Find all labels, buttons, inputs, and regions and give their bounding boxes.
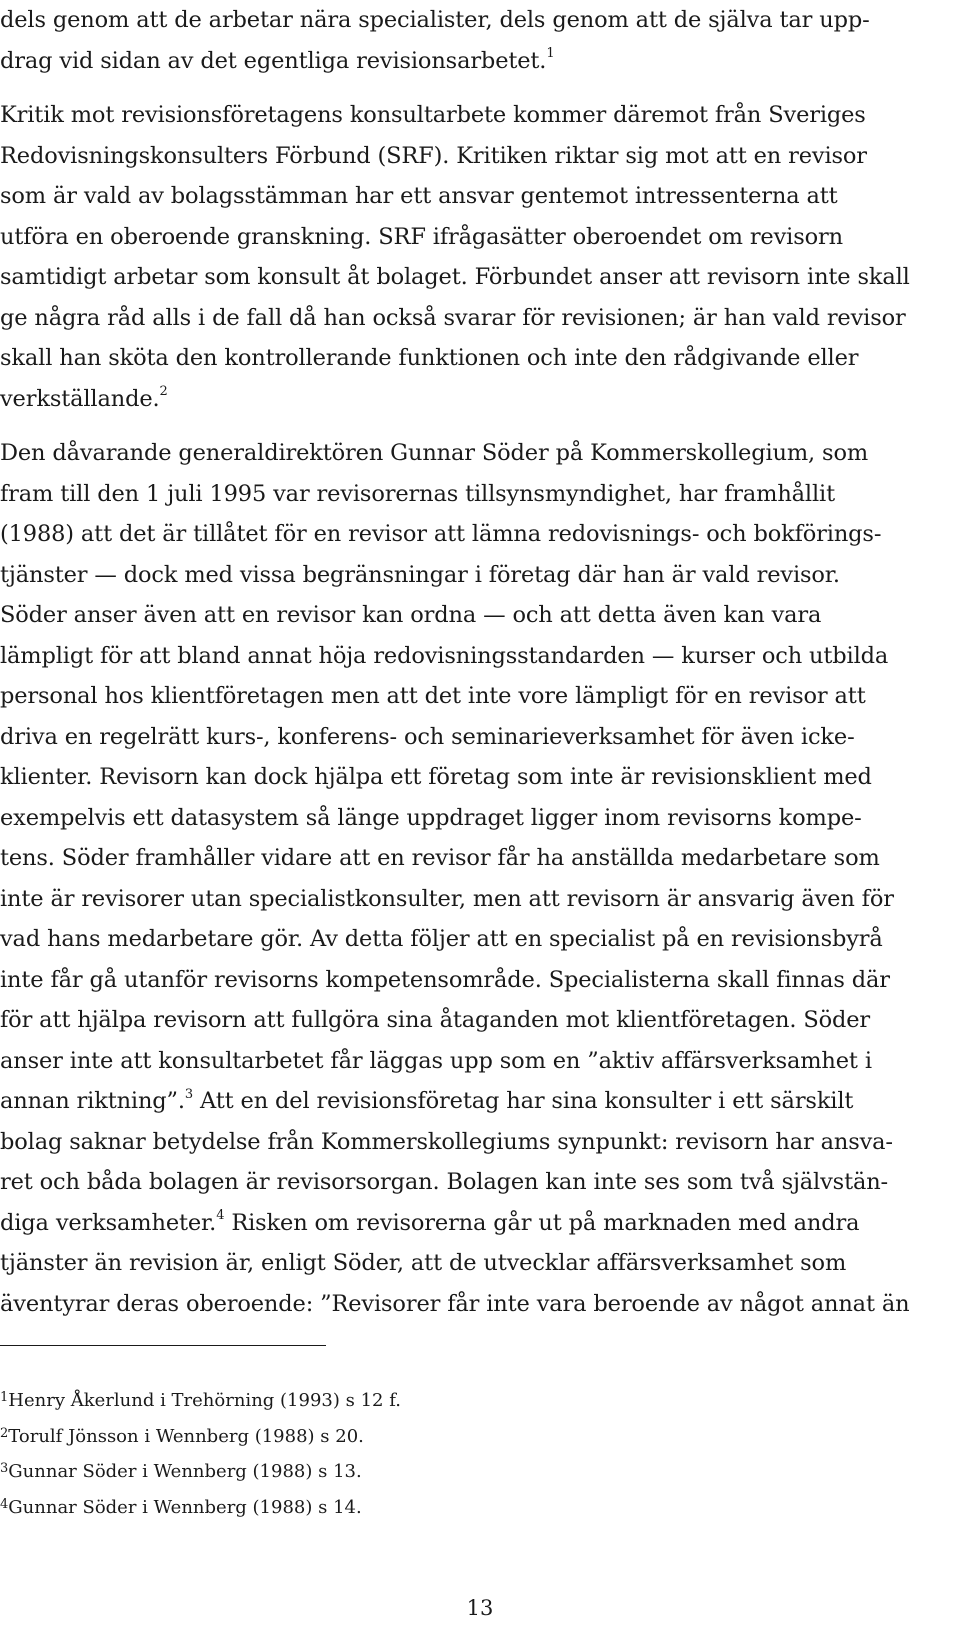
footnote-text: Gunnar Söder i Wennberg (1988) s 13. (8, 1461, 362, 1482)
footnote-number: 3 (0, 1461, 9, 1476)
line-text-continued: Att en del revisionsföretag har sina konsulter i ett särskilt (193, 1088, 854, 1114)
text-line (0, 1162, 960, 1203)
text-line (0, 1122, 960, 1163)
text-line (0, 176, 960, 217)
text-line (0, 1000, 960, 1041)
text-line (0, 433, 960, 474)
line-text: annan riktning”. (0, 1088, 185, 1114)
text-line (0, 95, 960, 136)
text-line (0, 879, 960, 920)
footnote-reference: 3 (184, 1086, 194, 1102)
line-text: bolag saknar betydelse från Kommerskollegiums synpunkt: revisorn har ansva- (0, 1128, 893, 1155)
line-text: tjänster — dock med vissa begränsningar i företag där han är vald revisor. (0, 561, 840, 588)
line-text: tjänster än revision är, enligt Söder, att de utvecklar affärsverksamhet som (0, 1250, 847, 1276)
text-line (0, 1081, 960, 1122)
text-line (0, 298, 960, 339)
line-text: skall han sköta den kontrollerande funktionen och inte den rådgivande eller (0, 345, 859, 371)
text-line (0, 0, 960, 41)
footnotes (0, 1383, 960, 1525)
text-line (0, 338, 960, 379)
line-text: klienter. Revisorn kan dock hjälpa ett företag som inte är revisionsklient med (0, 764, 872, 790)
text-line (0, 798, 960, 839)
text-line (0, 1203, 960, 1244)
footnote-number: 1 (0, 1390, 9, 1405)
text-line (0, 555, 960, 596)
footnote (0, 1419, 960, 1455)
page-number: 13 (466, 1596, 494, 1620)
line-text: ret och båda bolagen är revisorsorgan. Bolagen kan inte ses som två självstän- (0, 1169, 889, 1195)
line-text: för att hjälpa revisorn att fullgöra sina åtaganden mot klientföretagen. Söder (0, 1007, 871, 1033)
line-text: drag vid sidan av det egentliga revisionsarbetet. (0, 47, 547, 74)
paragraph-gap (0, 419, 960, 433)
line-text: ge några råd alls i de fall då han också svarar för revisionen; är han vald revisor (0, 304, 906, 331)
text-line (0, 960, 960, 1001)
footnote (0, 1383, 960, 1419)
text-line (0, 676, 960, 717)
text-line (0, 636, 960, 677)
line-text: lämpligt för att bland annat höja redovisningsstandarden — kurser och utbilda (0, 642, 889, 669)
line-text: vad hans medarbetare gör. Av detta följer att en specialist på en revisionsbyrå (0, 926, 883, 952)
line-text: (1988) att det är tillåtet för en revisor att lämna redovisnings- och bokförings- (0, 521, 882, 547)
line-text: diga verksamheter. (0, 1209, 217, 1236)
text-line (0, 257, 960, 298)
line-text: personal hos klientföretagen men att det inte vore lämpligt för en revisor att (0, 683, 866, 709)
footnote-reference: 4 (216, 1208, 225, 1223)
text-line (0, 1243, 960, 1284)
text-line (0, 217, 960, 258)
paragraph-3 (0, 433, 960, 1324)
paragraph-1 (0, 0, 960, 81)
footnote (0, 1454, 960, 1490)
text-line (0, 514, 960, 555)
paragraph-2 (0, 95, 960, 419)
text-line (0, 838, 960, 879)
footnote-reference: 2 (159, 384, 168, 399)
footnote-text: Henry Åkerlund i Trehörning (1993) s 12 f. (8, 1390, 401, 1411)
text-line (0, 1284, 960, 1325)
footnote-reference: 1 (546, 46, 555, 61)
text-line (0, 379, 960, 420)
line-text: dels genom att de arbetar nära specialister, dels genom att de själva tar upp- (0, 7, 870, 33)
text-line (0, 474, 960, 515)
line-text-continued: Risken om revisorerna går ut på marknaden med andra (224, 1209, 860, 1236)
line-text: tens. Söder framhåller vidare att en revisor får ha anställda medarbetare som (0, 845, 880, 871)
text-line (0, 919, 960, 960)
text-line (0, 136, 960, 177)
footnote-text: Gunnar Söder i Wennberg (1988) s 14. (8, 1496, 362, 1518)
footnote-separator (0, 1345, 326, 1346)
line-text: Kritik mot revisionsföretagens konsultarbete kommer däremot från Sveriges (0, 102, 866, 128)
text-line (0, 1041, 960, 1082)
footnote-number: 4 (0, 1496, 9, 1512)
footnote-number: 2 (0, 1425, 9, 1441)
text-line (0, 717, 960, 758)
line-text: Redovisningskonsulters Förbund (SRF). Kritiken riktar sig mot att en revisor (0, 142, 867, 169)
line-text: som är vald av bolagsstämman har ett ansvar gentemot intressenterna att (0, 183, 838, 209)
line-text: äventyrar deras oberoende: ”Revisorer får inte vara beroende av något annat än (0, 1290, 910, 1317)
line-text: Söder anser även att en revisor kan ordna — och att detta även kan vara (0, 602, 822, 628)
line-text: inte är revisorer utan specialistkonsulter, men att revisorn är ansvarig även för (0, 885, 894, 912)
line-text: samtidigt arbetar som konsult åt bolaget. Förbundet anser att revisorn inte skall (0, 264, 910, 290)
paragraph-gap (0, 81, 960, 95)
footnote (0, 1490, 960, 1526)
text-line (0, 595, 960, 636)
text-line (0, 41, 960, 82)
text-line (0, 757, 960, 798)
line-text: driva en regelrätt kurs-, konferens- och seminarieverksamhet för även icke- (0, 723, 855, 750)
line-text: exempelvis ett datasystem så länge uppdraget ligger inom revisorns kompe- (0, 804, 862, 831)
line-text: utföra en oberoende granskning. SRF ifrågasätter oberoendet om revisorn (0, 223, 843, 250)
line-text: Den dåvarande generaldirektören Gunnar Söder på Kommerskollegium, som (0, 440, 869, 466)
line-text: verkställande. (0, 385, 160, 412)
footnote-text: Torulf Jönsson i Wennberg (1988) s 20. (8, 1425, 364, 1447)
line-text: inte får gå utanför revisorns kompetensområde. Specialisterna skall finnas där (0, 966, 890, 993)
line-text: fram till den 1 juli 1995 var revisorernas tillsynsmyndighet, har framhållit (0, 480, 835, 507)
line-text: anser inte att konsultarbetet får läggas upp som en ”aktiv affärsverksamhet i (0, 1047, 872, 1074)
